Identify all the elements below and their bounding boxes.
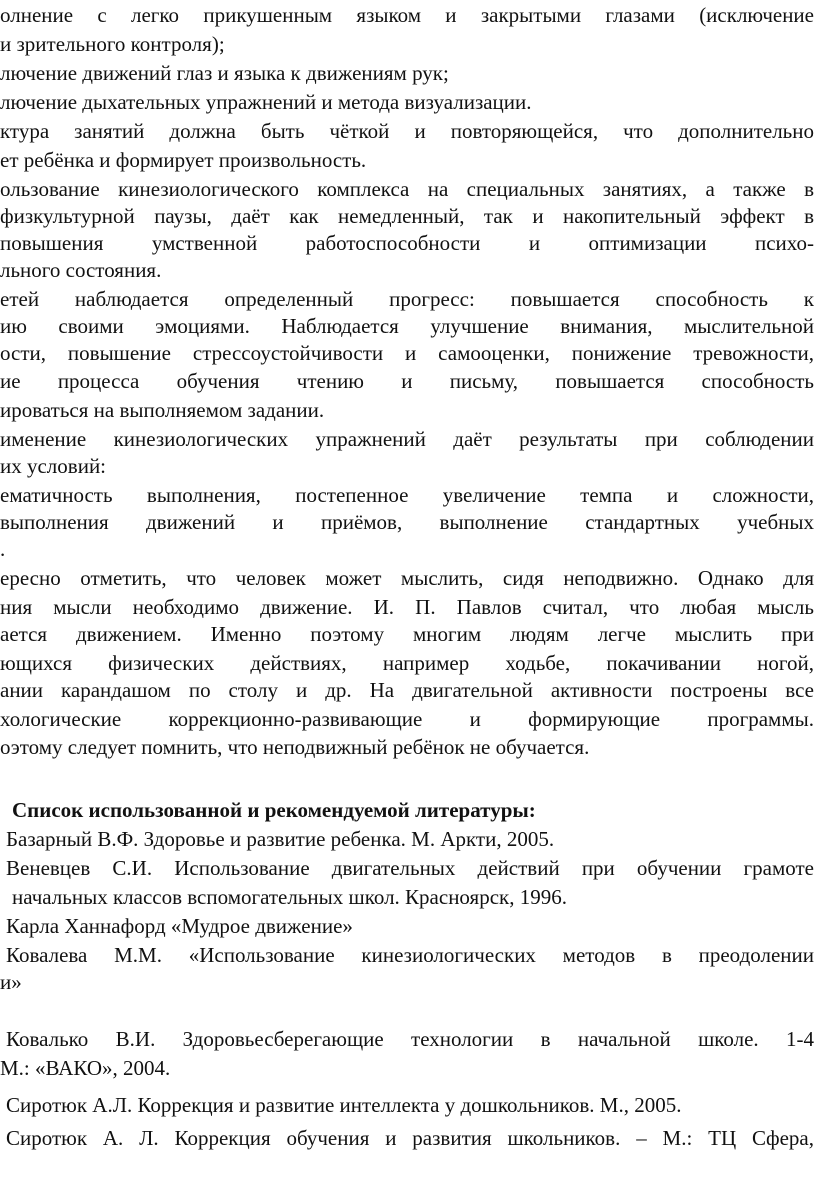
text-line: физкультурной паузы, даёт как немедленный, так и накопительный эффект в bbox=[0, 204, 814, 228]
text-line: етей наблюдается определенный прогресс: повышается способность к bbox=[0, 287, 814, 311]
reference-item-continuation: и» bbox=[0, 970, 22, 994]
text-line: ию своими эмоциями. Наблюдается улучшение внимания, мыслительной bbox=[0, 314, 814, 338]
text-line: лючение движений глаз и языка к движениям рук; bbox=[0, 61, 449, 85]
reference-item-continuation: начальных классов вспомогательных школ. Красноярск, 1996. bbox=[12, 885, 567, 909]
text-line: их условий: bbox=[0, 454, 107, 478]
text-line: . bbox=[0, 537, 6, 561]
text-line: выполнения движений и приёмов, выполнение стандартных учебных bbox=[0, 510, 814, 534]
text-line: льного состояния. bbox=[0, 258, 162, 282]
text-line: лючение дыхательных упражнений и метода визуализации. bbox=[0, 90, 532, 114]
text-line: олнение с легко прикушенным языком и закрытыми глазами (исключение bbox=[0, 3, 814, 27]
reference-item: Сиротюк А. Л. Коррекция обучения и развития школьников. – М.: ТЦ Сфера, bbox=[6, 1126, 814, 1150]
text-line: ироваться на выполняемом задании. bbox=[0, 398, 325, 422]
text-line: именение кинезиологических упражнений даёт результаты при соблюдении bbox=[0, 427, 814, 451]
reference-item: Ковалько В.И. Здоровьесберегающие технологии в начальной школе. 1-4 bbox=[6, 1027, 814, 1051]
text-line: ктура занятий должна быть чёткой и повторяющейся, что дополнительно bbox=[0, 119, 814, 143]
reference-item: Сиротюк А.Л. Коррекция и развитие интеллекта у дошкольников. М., 2005. bbox=[6, 1093, 682, 1117]
references-heading: Список использованной и рекомендуемой литературы: bbox=[12, 798, 536, 822]
text-line: ересно отметить, что человек может мыслить, сидя неподвижно. Однако для bbox=[0, 566, 814, 590]
text-line: ематичность выполнения, постепенное увеличение темпа и сложности, bbox=[0, 483, 814, 507]
text-line: ет ребёнка и формирует произвольность. bbox=[0, 148, 367, 172]
text-line: ости, повышение стрессоустойчивости и самооценки, понижение тревожности, bbox=[0, 341, 814, 365]
reference-item: Карла Ханнафорд «Мудрое движение» bbox=[6, 914, 353, 938]
text-line: ании карандашом по столу и др. На двигательной активности построены все bbox=[0, 678, 814, 702]
text-line: хологические коррекционно-развивающие и формирующие программы. bbox=[0, 707, 814, 731]
text-line: и зрительного контроля); bbox=[0, 32, 225, 56]
reference-item: Ковалева М.М. «Использование кинезиологических методов в преодолении bbox=[6, 943, 814, 967]
reference-item: Веневцев С.И. Использование двигательных действий при обучении грамоте bbox=[6, 856, 814, 880]
reference-item: Базарный В.Ф. Здоровье и развитие ребенка. М. Аркти, 2005. bbox=[6, 827, 555, 851]
text-line: оэтому следует помнить, что неподвижный ребёнок не обучается. bbox=[0, 735, 590, 759]
text-line: ользование кинезиологического комплекса на специальных занятиях, а также в bbox=[0, 177, 814, 201]
text-line: ющихся физических действиях, например ходьбе, покачивании ногой, bbox=[0, 651, 814, 675]
text-line: повышения умственной работоспособности и оптимизации психо- bbox=[0, 231, 814, 255]
text-line: ния мысли необходимо движение. И. П. Павлов считал, что любая мысль bbox=[0, 595, 814, 619]
reference-item-continuation: М.: «ВАКО», 2004. bbox=[0, 1056, 171, 1080]
text-line: ие процесса обучения чтению и письму, повышается способность bbox=[0, 369, 814, 393]
text-line: ается движением. Именно поэтому многим людям легче мыслить при bbox=[0, 622, 814, 646]
